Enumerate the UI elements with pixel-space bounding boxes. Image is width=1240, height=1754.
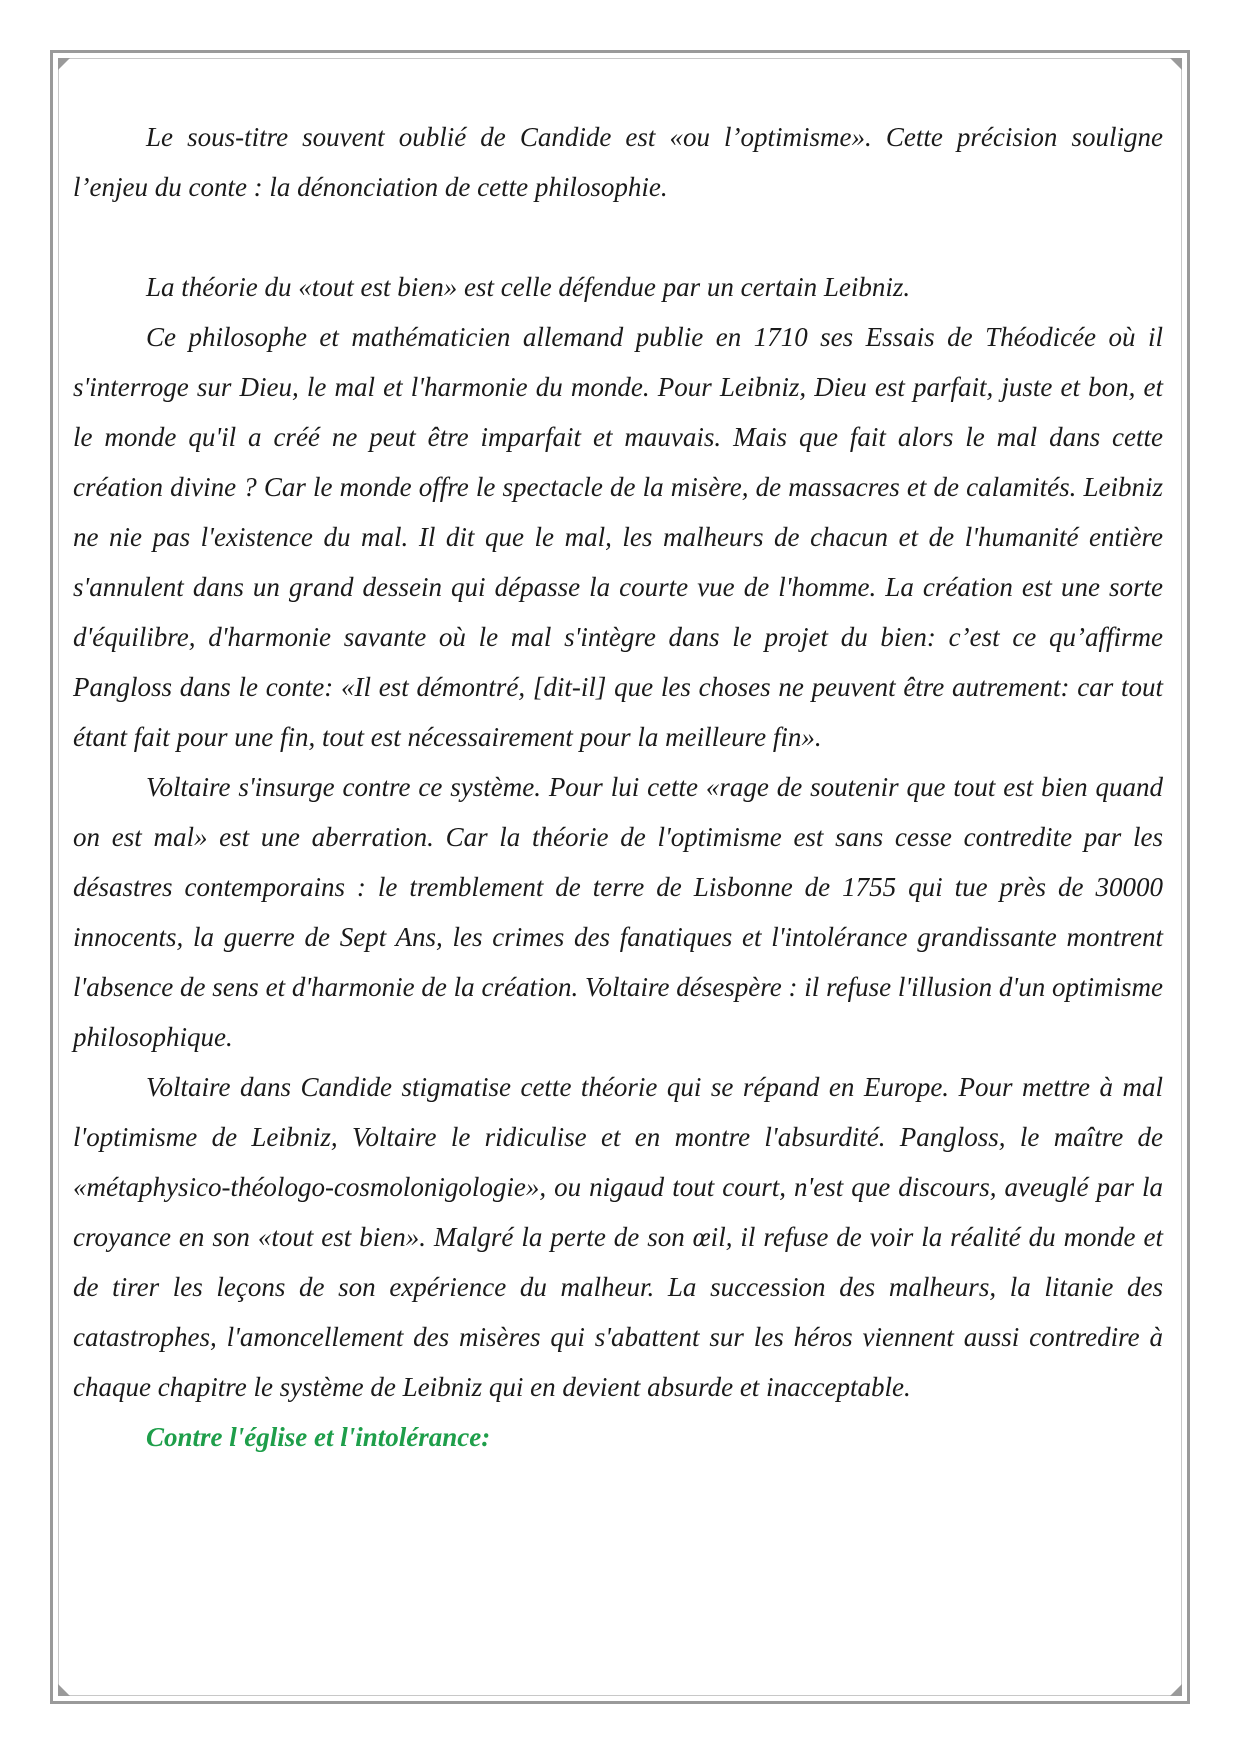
corner-ornament-bottom-right: [1170, 1684, 1182, 1696]
paragraph-voltaire-candide: Voltaire dans Candide stigmatise cette théorie qui se répand en Europe. Pour mettre à mal l'optimisme de Leibniz, Voltaire le ridiculise et en montre l'absurdité. Pangloss, le maître de «métaphysico-théologo-cosmolonigologie», ou nigaud tout court, n'est que discours, aveuglé par la croyance en son «tout est bien». Malgré la perte de son œil, il refuse de voir la réalité du monde et de tirer les leçons de son expérience du malheur. La succession des malheurs, la litanie des catastrophes, l'amoncellement des misères qui s'abattent sur les héros viennent aussi contredire à chaque chapitre le système de Leibniz qui en devient absurde et inacceptable.: [73, 1072, 1163, 1402]
paragraph-theory: La théorie du «tout est bien» est celle défendue par un certain Leibniz.: [146, 272, 911, 302]
section-heading: Contre l'église et l'intolérance:: [146, 1422, 491, 1452]
corner-ornament-top-right: [1170, 58, 1182, 70]
corner-ornament-top-left: [58, 58, 70, 70]
corner-ornament-bottom-left: [58, 1684, 70, 1696]
paragraph-leibniz: Ce philosophe et mathématicien allemand publie en 1710 ses Essais de Théodicée où il s'interroge sur Dieu, le mal et l'harmonie du monde. Pour Leibniz, Dieu est parfait, juste et bon, et le monde qu'il a créé ne peut être imparfait et mauvais. Mais que fait alors le mal dans cette création divine ? Car le monde offre le spectacle de la misère, de massacres et de calamités. Leibniz ne nie pas l'existence du mal. Il dit que le mal, les malheurs de chacun et de l'humanité entière s'annulent dans un grand dessein qui dépasse la courte vue de l'homme. La création est une sorte d'équilibre, d'harmonie savante où le mal s'intègre dans le projet du bien: c’est ce qu’affirme Pangloss dans le conte: «Il est démontré, [dit-il] que les choses ne peuvent être autrement: car tout étant fait pour une fin, tout est nécessairement pour la meilleure fin».: [73, 322, 1163, 752]
document-body: [73, 112, 1163, 1462]
paragraph-subtitle: Le sous-titre souvent oublié de Candide est «ou l’optimisme». Cette précision souligne l’enjeu du conte : la dénonciation de cette philosophie.: [73, 122, 1163, 202]
paragraph-voltaire-insurge: Voltaire s'insurge contre ce système. Pour lui cette «rage de soutenir que tout est bien quand on est mal» est une aberration. Car la théorie de l'optimisme est sans cesse contredite par les désastres contemporains : le tremblement de terre de Lisbonne de 1755 qui tue près de 30000 innocents, la guerre de Sept Ans, les crimes des fanatiques et l'intolérance grandissante montrent l'absence de sens et d'harmonie de la création. Voltaire désespère : il refuse l'illusion d'un optimisme philosophique.: [73, 772, 1163, 1052]
